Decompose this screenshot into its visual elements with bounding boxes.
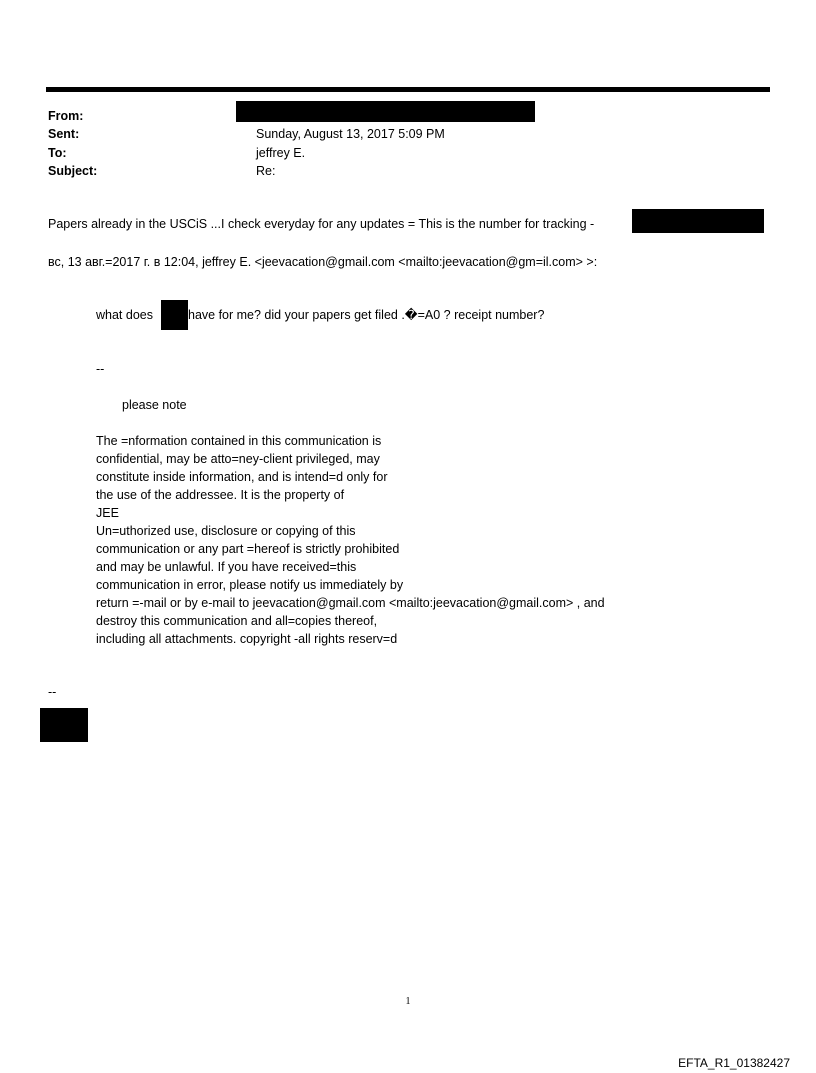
disclaimer-line: return =-mail or by e-mail to jeevacation@gmail.com <mailto:jeevacation@gmail.com> , and <box>96 596 605 610</box>
sent-label: Sent: <box>48 127 80 141</box>
name-redaction <box>161 300 188 330</box>
disclaimer-line: and may be unlawful. If you have received=this <box>96 560 357 574</box>
quoted-question <box>96 307 153 323</box>
disclaimer-line: JEE <box>96 506 119 520</box>
disclaimer-line: constitute inside information, and is intend=d only for <box>96 470 388 484</box>
signature-redaction <box>40 708 88 742</box>
please-note: please note <box>122 398 187 412</box>
disclaimer-line: Un=uthorized use, disclosure or copying of this <box>96 524 356 538</box>
bates-number: EFTA_R1_01382427 <box>678 1056 790 1070</box>
to-label: To: <box>48 146 67 160</box>
disclaimer-line: communication in error, please notify us immediately by <box>96 578 404 592</box>
subject-label: Subject: <box>48 164 98 178</box>
disclaimer-line: the use of the addressee. It is the property of <box>96 488 345 502</box>
question-after: have for me? did your papers get filed .�=A0 ? receipt number? <box>188 308 545 322</box>
closing-dashes: -- <box>48 685 57 699</box>
disclaimer-line: confidential, may be atto=ney-client privileged, may <box>96 452 380 466</box>
reply-line: Papers already in the USCiS ...I check everyday for any updates = This is the number for tracking - <box>48 217 595 231</box>
subject-value: Re: <box>256 164 276 178</box>
disclaimer-line: The =nformation contained in this communication is <box>96 434 382 448</box>
question-before: what does <box>96 308 153 322</box>
page-number: 1 <box>405 996 411 1007</box>
signature-dashes: -- <box>96 362 105 376</box>
disclaimer-line: including all attachments. copyright -all rights reserv=d <box>96 632 398 646</box>
sent-value: Sunday, August 13, 2017 5:09 PM <box>256 127 445 141</box>
from-label: From: <box>48 109 84 123</box>
disclaimer-line: destroy this communication and all=copies thereof, <box>96 614 378 628</box>
quote-intro: вс, 13 авг.=2017 г. в 12:04, jeffrey E. <jeevacation@gmail.com <mailto:jeevacation@gm=il.com> >: <box>48 255 598 269</box>
header-rule <box>46 87 770 92</box>
from-redaction <box>236 101 535 122</box>
disclaimer <box>96 432 605 648</box>
disclaimer-line: communication or any part =hereof is strictly prohibited <box>96 542 400 556</box>
to-value: jeffrey E. <box>256 146 306 160</box>
tracking-number-redaction <box>632 209 764 233</box>
